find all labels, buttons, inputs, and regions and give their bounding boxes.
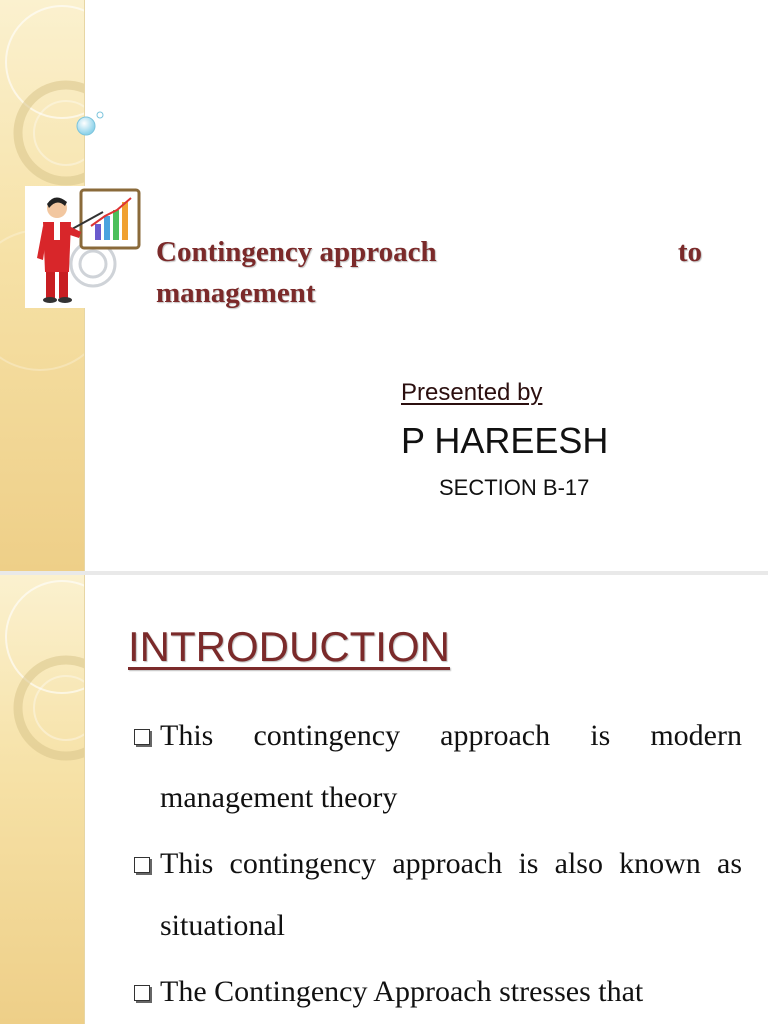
slide-heading: INTRODUCTION <box>128 623 450 670</box>
decorative-side-strip <box>0 575 85 1024</box>
bubble-icon <box>74 106 108 140</box>
bullet-text: The Contingency Approach stresses that <box>160 975 644 1008</box>
list-item <box>134 705 742 829</box>
bullet-text: This contingency approach is also known as situational <box>160 847 742 942</box>
section-label: SECTION B-17 <box>439 475 590 500</box>
decorative-circles-icon <box>0 575 84 1024</box>
author-name: P HAREESH <box>401 420 609 461</box>
title-line1-right: to <box>677 236 702 268</box>
square-bullet-icon <box>134 857 150 873</box>
list-item <box>134 961 742 1023</box>
bullet-list <box>134 705 742 1024</box>
introduction-slide <box>0 575 768 1024</box>
list-item <box>134 833 742 957</box>
square-bullet-icon <box>134 729 150 745</box>
bullet-text: This contingency approach is modern management theory <box>160 719 742 814</box>
square-bullet-icon <box>134 985 150 1001</box>
presented-by-label: Presented by <box>401 379 543 406</box>
title-line1-left: Contingency approach <box>156 236 437 268</box>
presenter-clipart-icon <box>25 186 143 308</box>
slide-title <box>156 232 702 314</box>
title-line2: management <box>156 277 316 309</box>
